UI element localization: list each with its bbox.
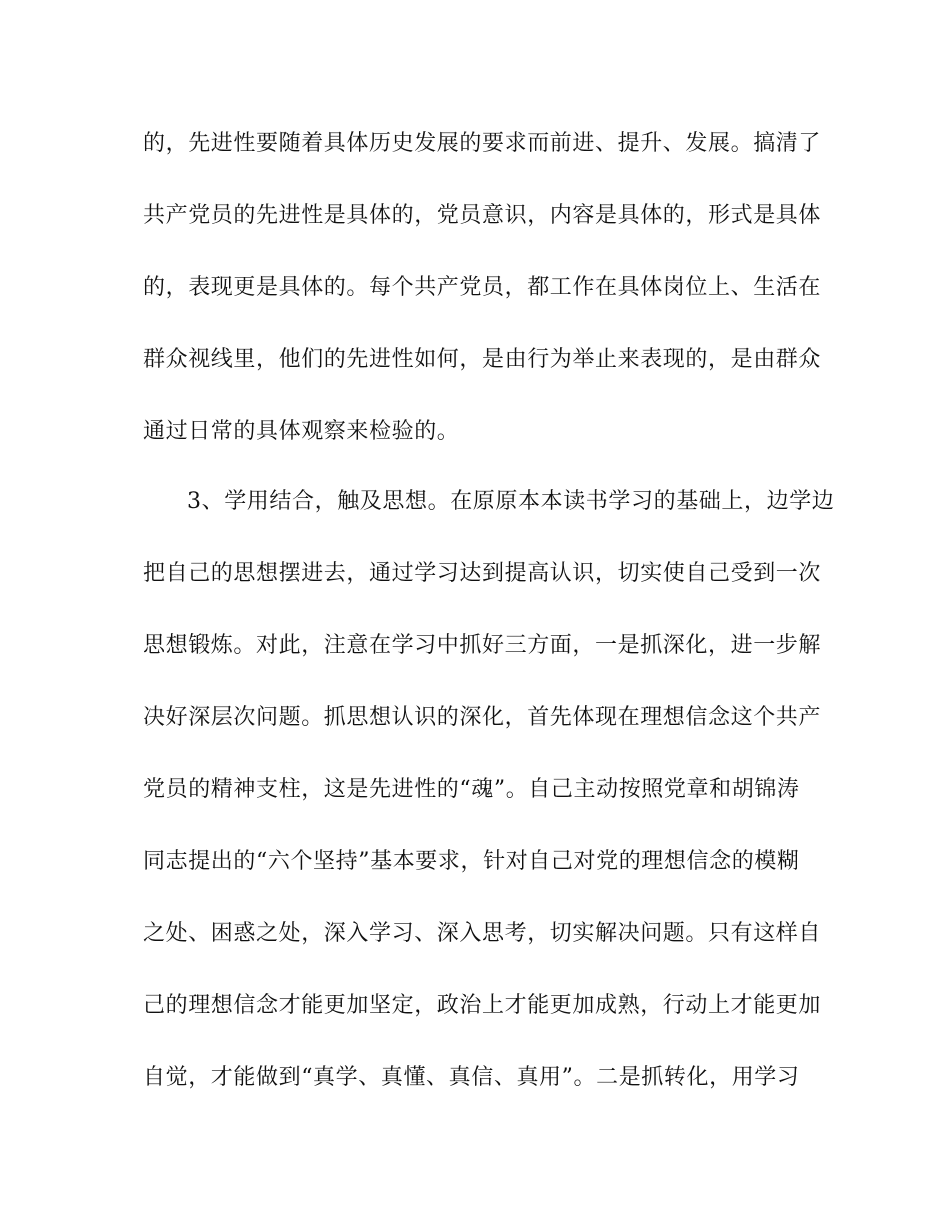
paragraph-line: 同志提出的“六个坚持”基本要求，针对自己对党的理想信念的模糊 — [143, 849, 800, 874]
paragraph-line: 己的理想信念才能更加坚定，政治上才能更加成熟，行动上才能更加 — [143, 993, 822, 1018]
paragraph-first-line: 3、学用结合，触及思想。在原原本本读书学习的基础上，边学边 — [187, 489, 835, 514]
paragraph-line: 的，表现更是具体的。每个共产党员，都工作在具体岗位上、生活在 — [143, 275, 822, 300]
paragraph-line: 通过日常的具体观察来检验的。 — [143, 419, 460, 444]
paragraph-line: 之处、困惑之处，深入学习、深入思考，切实解决问题。只有这样自 — [143, 921, 822, 946]
paragraph-line: 思想锻炼。对此，注意在学习中抓好三方面，一是抓深化，进一步解 — [143, 633, 822, 658]
paragraph-line: 群众视线里，他们的先进性如何，是由行为举止来表现的，是由群众 — [143, 347, 822, 372]
paragraph-line: 党员的精神支柱，这是先进性的“魂”。自己主动按照党章和胡锦涛 — [143, 777, 800, 802]
paragraph-line: 自觉，才能做到“真学、真懂、真信、真用”。二是抓转化，用学习 — [143, 1065, 800, 1090]
paragraph-line: 的，先进性要随着具体历史发展的要求而前进、提升、发展。搞清了 — [143, 131, 822, 156]
paragraph-line: 决好深层次问题。抓思想认识的深化，首先体现在理想信念这个共产 — [143, 705, 822, 730]
paragraph-line: 共产党员的先进性是具体的，党员意识，内容是具体的，形式是具体 — [143, 203, 822, 228]
paragraph-line: 把自己的思想摆进去，通过学习达到提高认识，切实使自己受到一次 — [143, 561, 822, 586]
